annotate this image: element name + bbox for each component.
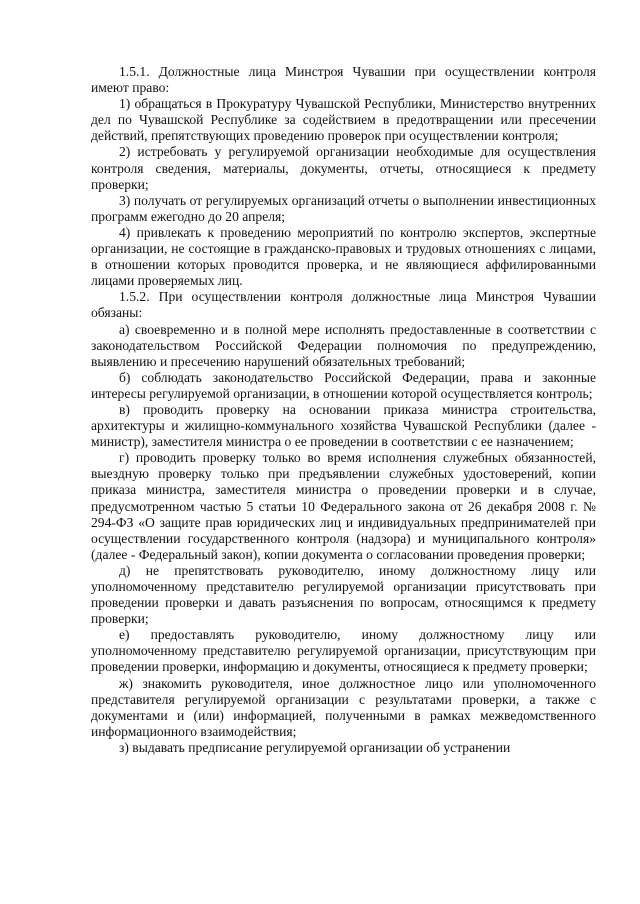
paragraph-duty-b: б) соблюдать законодательство Российской Федерации, права и законные интересы регулируемой организации, в отношении которой осуществляется контроль; — [91, 369, 596, 401]
paragraph-duty-e: е) предоставлять руководителю, иному должностному лицу или уполномоченному представителю регулируемой организации, присутствующим при проведении проверки, информацию и документы, относящиеся к предмету проверки; — [91, 627, 596, 675]
paragraph-duty-zh: ж) знакомить руководителя, иное должностное лицо или уполномоченного представителя регулируемой организации с результатами проверки, а также с документами и (или) информацией, полученными в рамках межведомственного информационного взаимодействия; — [91, 675, 596, 739]
paragraph-1-5-1: 1.5.1. Должностные лица Минстроя Чувашии при осуществлении контроля имеют право: — [91, 64, 596, 96]
paragraph-duty-g: г) проводить проверку только во время исполнения служебных обязанностей, выездную проверку только при предъявлении служебных удостоверений, копии приказа министра, заместителя министра о проведении проверки и в случае, предусмотренном частью 5 статьи 10 Федерального закона от 26 декабря 2008 г. № 294-ФЗ «О защите прав юридических лиц и индивидуальных предпринимателей при осуществлении государственного контроля (надзора) и муниципального контроля» (далее - Федеральный закон), копии документа о согласовании проведения проверки; — [91, 450, 596, 562]
paragraph-right-1: 1) обращаться в Прокуратуру Чувашской Республики, Министерство внутренних дел по Чувашской Республике за содействием в предотвращении или пресечении действий, препятствующих проведению проверок при осуществлении контроля; — [91, 96, 596, 144]
paragraph-duty-d: д) не препятствовать руководителю, иному должностному лицу или уполномоченному представителю регулируемой организации присутствовать при проведении проверки и давать разъяснения по вопросам, относящимся к предмету проверки; — [91, 562, 596, 627]
paragraph-duty-a: а) своевременно и в полной мере исполнять предоставленные в соответствии с законодательством Российской Федерации полномочия по предупреждению, выявлению и пресечению нарушений обязательных требований; — [91, 321, 596, 369]
paragraph-duty-v: в) проводить проверку на основании приказа министра строительства, архитектуры и жилищно-коммунального хозяйства Чувашской Республики (далее - министр), заместителя министра о ее проведении в соответствии с ее назначением; — [91, 401, 596, 450]
paragraph-duty-z: з) выдавать предписание регулируемой организации об устранении — [119, 739, 511, 755]
paragraph-1-5-2: 1.5.2. При осуществлении контроля должностные лица Минстроя Чувашии обязаны: — [91, 289, 596, 321]
paragraph-right-2: 2) истребовать у регулируемой организации необходимые для осуществления контроля сведения, материалы, документы, отчеты, относящиеся к предмету проверки; — [91, 144, 596, 192]
paragraph-right-3: 3) получать от регулируемых организаций отчеты о выполнении инвестиционных программ ежегодно до 20 апреля; — [91, 192, 596, 224]
paragraph-right-4: 4) привлекать к проведению мероприятий по контролю экспертов, экспертные организации, не состоящие в гражданско-правовых и трудовых отношениях с лицами, в отношении которых проводится проверка, и не являющиеся аффилированными лицами проверяемых лиц. — [91, 224, 596, 289]
document-page — [91, 64, 596, 756]
